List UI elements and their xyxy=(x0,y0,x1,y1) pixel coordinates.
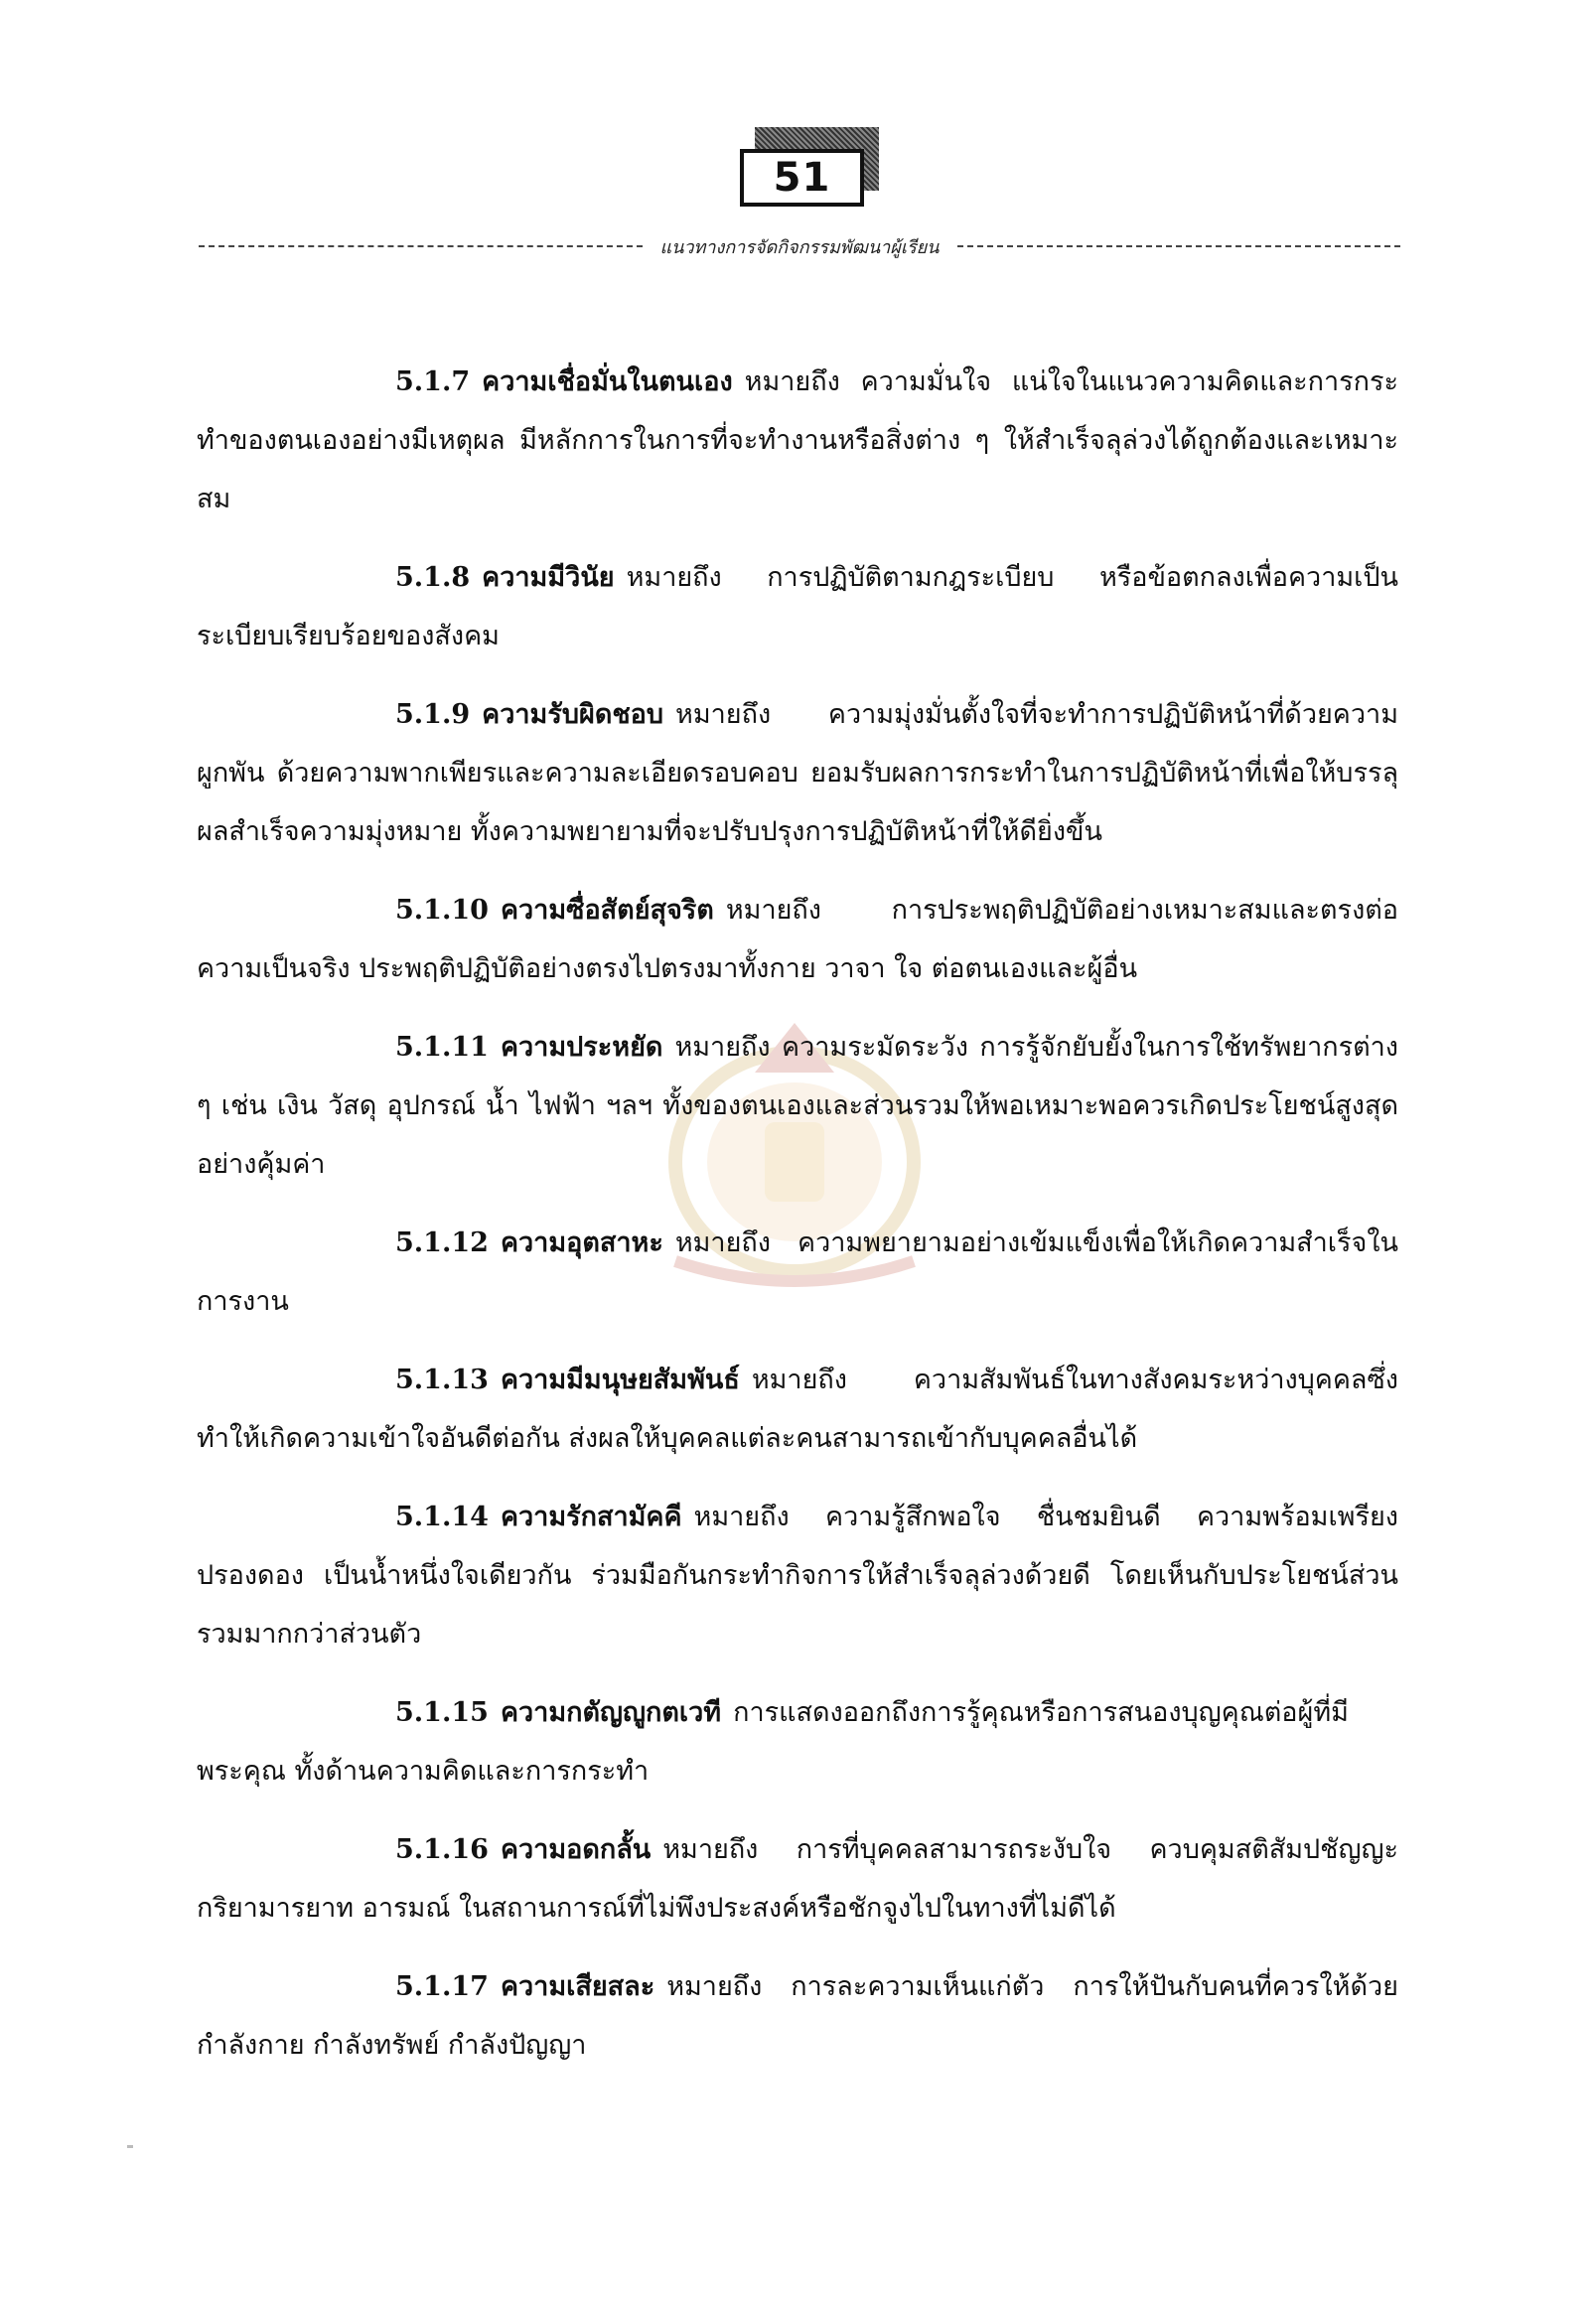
entry-text: หมายถึง ความมุ่งมั่นตั้งใจที่จะทำการปฏิบัติหน้าที่ด้วยความผูกพัน ด้วยความพากเพียรและความละเอียดรอบคอบ ยอมรับผลการกระทำในการปฏิบัติหน้าที่เพื่อให้บรรลุผลสำเร็จความมุ่งหมาย ทั้งความพยายามที่จะปรับปรุงการปฏิบัติหน้าที่ให้ดียิ่งขึ้น xyxy=(197,699,1398,847)
entry-text: การแสดงออกถึงการรู้คุณหรือการสนองบุญคุณต่อผู้ที่มีพระคุณ ทั้งด้านความคิดและการกระทำ xyxy=(197,1697,1349,1787)
definition-entry xyxy=(197,1018,1398,1194)
entry-number: 5.1.11 xyxy=(395,1032,489,1063)
entry-number: 5.1.15 xyxy=(395,1697,489,1728)
header-title: แนวทางการจัดกิจกรรมพัฒนาผู้เรียน xyxy=(659,236,940,258)
entry-text: หมายถึง ความระมัดระวัง การรู้จักยับยั้งในการใช้ทรัพยากรต่าง ๆ เช่น เงิน วัสดุ อุปกรณ์ น้ำ ไฟฟ้า ฯลฯ ทั้งของตนเองและส่วนรวมให้พอเหมาะพอควรเกิดประโยชน์สูงสุดอย่างคุ้มค่า xyxy=(197,1032,1398,1180)
entry-text: หมายถึง การที่บุคคลสามารถระงับใจ ควบคุมสติสัมปชัญญะกริยามารยาท อารมณ์ ในสถานการณ์ที่ไม่พึงประสงค์หรือชักจูงไปในทางที่ไม่ดีได้ xyxy=(197,1834,1398,1924)
scan-speck xyxy=(127,2145,133,2148)
entry-text: หมายถึง ความสัมพันธ์ในทางสังคมระหว่างบุคคลซึ่งทำให้เกิดความเข้าใจอันดีต่อกัน ส่งผลให้บุคคลแต่ละคนสามารถเข้ากับบุคคลอื่นได้ xyxy=(197,1365,1398,1454)
entry-term: ความรับผิดชอบ xyxy=(482,699,664,730)
page-number-box xyxy=(740,149,864,207)
entry-number: 5.1.12 xyxy=(395,1227,489,1258)
entry-term: ความประหยัด xyxy=(500,1032,663,1063)
entry-text: หมายถึง ความพยายามอย่างเข้มแข็งเพื่อให้เกิดความสำเร็จในการงาน xyxy=(197,1227,1398,1317)
definition-entry xyxy=(197,1214,1398,1331)
page-number: 51 xyxy=(773,155,831,201)
definition-entry xyxy=(197,1351,1398,1468)
entry-number: 5.1.13 xyxy=(395,1365,489,1395)
definition-entry xyxy=(197,548,1398,665)
running-header xyxy=(199,234,1400,258)
definition-entry xyxy=(197,685,1398,861)
entry-text: หมายถึง ความรู้สึกพอใจ ชื่นชมยินดี ความพร้อมเพรียงปรองดอง เป็นน้ำหนึ่งใจเดียวกัน ร่วมมือกันกระทำกิจการให้สำเร็จลุล่วงด้วยดี โดยเห็นกับประโยชน์ส่วนรวมมากกว่าส่วนตัว xyxy=(197,1502,1398,1650)
document-body xyxy=(197,353,1398,2094)
entry-term: ความอดกลั้น xyxy=(500,1834,652,1865)
entry-term: ความรักสามัคคี xyxy=(500,1502,682,1532)
entry-number: 5.1.17 xyxy=(395,1971,489,2002)
entry-text: หมายถึง ความมั่นใจ แน่ใจในแนวความคิดและการกระทำของตนเองอย่างมีเหตุผล มีหลักการในการที่จะทำงานหรือสิ่งต่าง ๆ ให้สำเร็จลุล่วงได้ถูกต้องและเหมาะสม xyxy=(197,366,1398,514)
entry-term: ความซื่อสัตย์สุจริต xyxy=(500,895,714,926)
definition-entry xyxy=(197,1488,1398,1663)
definition-entry xyxy=(197,881,1398,998)
entry-number: 5.1.16 xyxy=(395,1834,489,1865)
definition-entry xyxy=(197,1957,1398,2075)
entry-number: 5.1.14 xyxy=(395,1502,489,1532)
entry-text: หมายถึง การละความเห็นแก่ตัว การให้ปันกับคนที่ควรให้ด้วยกำลังกาย กำลังทรัพย์ กำลังปัญญา xyxy=(197,1971,1398,2061)
header-divider-left xyxy=(199,245,643,247)
entry-text: หมายถึง การปฏิบัติตามกฎระเบียบ หรือข้อตกลงเพื่อความเป็นระเบียบเรียบร้อยของสังคม xyxy=(197,562,1398,651)
entry-number: 5.1.10 xyxy=(395,895,489,926)
entry-term: ความเสียสละ xyxy=(500,1971,655,2002)
definition-entry xyxy=(197,1820,1398,1938)
entry-term: ความมีมนุษยสัมพันธ์ xyxy=(500,1365,740,1395)
entry-term: ความกตัญญูกตเวที xyxy=(500,1697,722,1728)
entry-number: 5.1.9 xyxy=(395,699,471,730)
entry-number: 5.1.7 xyxy=(395,366,471,397)
definition-entry xyxy=(197,353,1398,528)
entry-term: ความอุตสาหะ xyxy=(500,1227,663,1258)
entry-number: 5.1.8 xyxy=(395,562,471,593)
entry-term: ความเชื่อมั่นในตนเอง xyxy=(482,366,733,397)
entry-term: ความมีวินัย xyxy=(482,562,615,593)
header-divider-right xyxy=(957,245,1401,247)
entry-text: หมายถึง การประพฤติปฏิบัติอย่างเหมาะสมและตรงต่อความเป็นจริง ประพฤติปฏิบัติอย่างตรงไปตรงมาทั้งกาย วาจา ใจ ต่อตนเองและผู้อื่น xyxy=(197,895,1398,984)
definition-entry xyxy=(197,1683,1398,1800)
